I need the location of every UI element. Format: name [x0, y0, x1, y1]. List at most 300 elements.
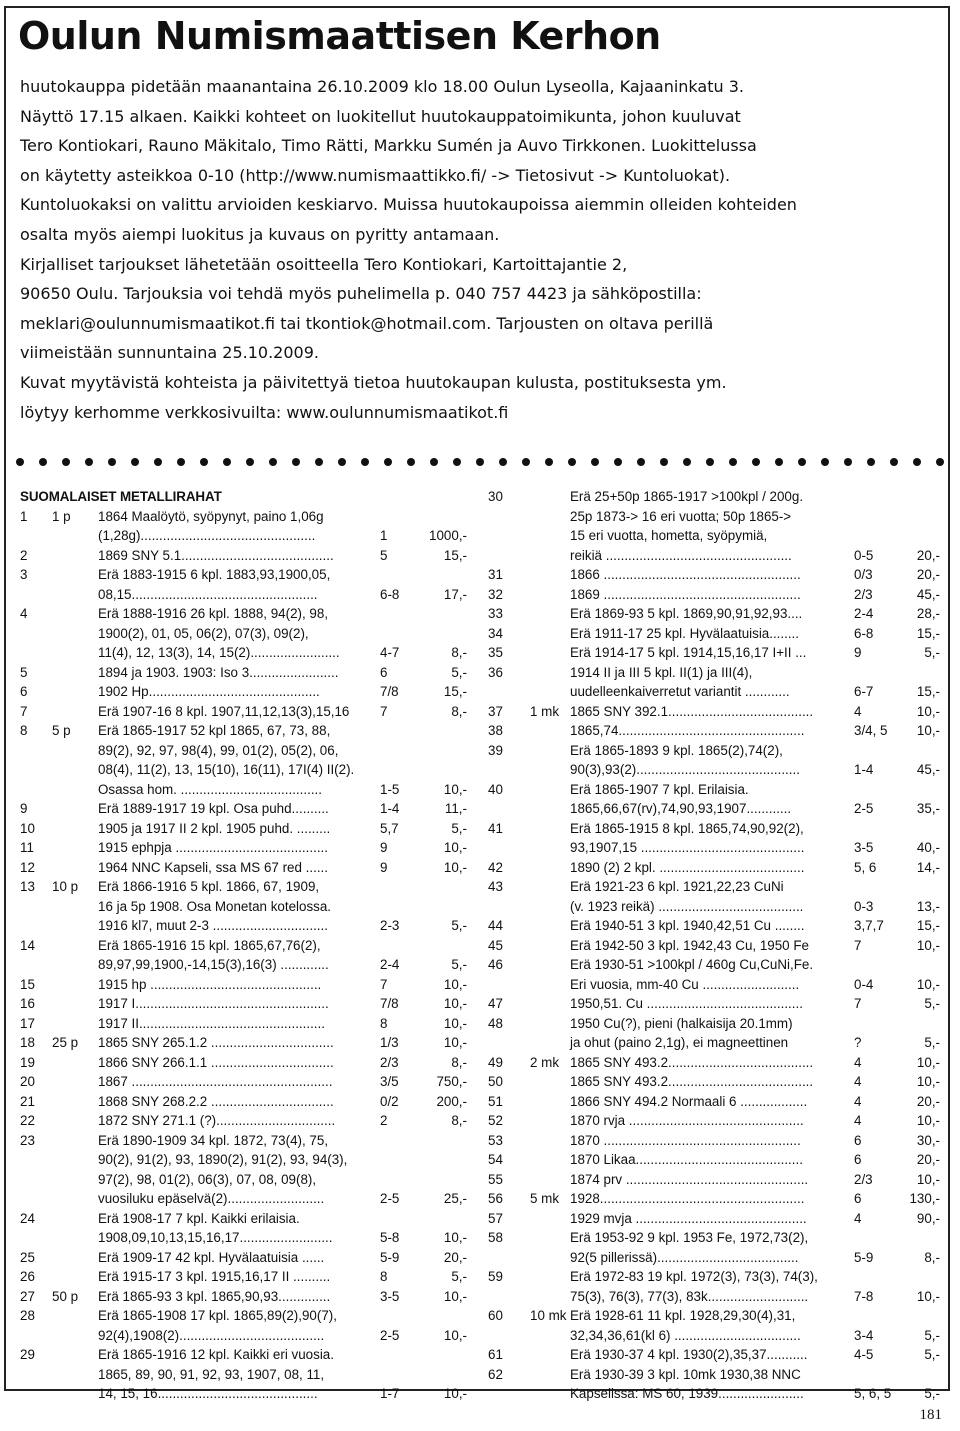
lot-row: [488, 1365, 940, 1385]
lot-number: 46: [488, 957, 503, 972]
starting-price: 20,-: [916, 547, 940, 563]
condition-grade: 2-4: [854, 606, 874, 621]
divider-dot: [223, 458, 231, 466]
starting-price: 200,-: [436, 1093, 467, 1109]
intro-line: meklari@oulunnumismaatikot.fi tai tkontiok@hotmail.com. Tarjousten on oltava perillä: [20, 313, 714, 333]
lot-row: [20, 1287, 467, 1307]
lot-row: [20, 1209, 467, 1229]
starting-price: 10,-: [916, 1288, 940, 1304]
starting-price: 10,-: [443, 1230, 467, 1245]
lot-description: 11(4), 12, 13(3), 14, 15(2)........................: [98, 645, 340, 660]
lot-number: 48: [488, 1015, 503, 1031]
lot-description: Erä 1865-1907 7 kpl. Erilaisia.: [570, 781, 749, 797]
lot-row: [488, 1014, 940, 1034]
starting-price: 10,-: [916, 703, 940, 719]
lot-row: [20, 1267, 467, 1287]
lot-row: [488, 916, 940, 936]
condition-grade: 3-5: [380, 1288, 400, 1304]
divider-dot: [39, 458, 47, 466]
starting-price: 5,-: [924, 1035, 940, 1050]
lot-description: 1872 SNY 271.1 (?)................................: [98, 1113, 336, 1128]
condition-grade: 5,7: [380, 820, 399, 836]
starting-price: 20,-: [916, 567, 940, 582]
starting-price: 30,-: [916, 1132, 940, 1148]
lot-row: [20, 702, 467, 722]
lot-description: Erä 1890-1909 34 kpl. 1872, 73(4), 75,: [98, 1132, 329, 1148]
starting-price: 10,-: [916, 1171, 940, 1187]
lot-description: 1869 .....................................................: [570, 586, 801, 602]
divider-dot: [752, 458, 760, 466]
divider-dot: [453, 458, 461, 466]
condition-grade: 6-8: [854, 625, 874, 641]
starting-price: 11,-: [444, 801, 467, 816]
lot-row: [488, 1384, 940, 1404]
starting-price: 14,-: [916, 859, 940, 875]
lot-number: 39: [488, 742, 503, 758]
lot-row: [20, 721, 467, 741]
lot-row: [20, 1345, 467, 1365]
condition-grade: 0/3: [854, 567, 873, 582]
divider-dot: [361, 458, 369, 466]
lot-row: [488, 799, 940, 819]
lot-description: Erä 1942-50 3 kpl. 1942,43 Cu, 1950 Fe: [570, 937, 809, 953]
lot-row: [488, 1306, 940, 1326]
lot-description: 90(2), 91(2), 93, 1890(2), 91(2), 93, 94(3),: [98, 1152, 348, 1167]
lot-description: 1870 .....................................................: [570, 1132, 801, 1148]
lot-number: 31: [488, 567, 503, 582]
lot-row: [20, 1189, 467, 1209]
lot-description: Erä 1914-17 5 kpl. 1914,15,16,17 I+II ...: [570, 645, 807, 660]
lot-description: 1917 II..................................................: [98, 1015, 325, 1031]
lot-row: [488, 780, 940, 800]
lot-row: [488, 760, 940, 780]
condition-grade: 7: [854, 937, 862, 953]
starting-price: 40,-: [916, 840, 940, 855]
lot-number: 38: [488, 723, 503, 738]
condition-grade: 1-4: [854, 762, 874, 777]
starting-price: 10,-: [443, 781, 467, 797]
lot-description: 1865,66,67(rv),74,90,93,1907............: [570, 801, 792, 816]
lot-number: 44: [488, 918, 503, 933]
lot-description: Erä 1921-23 6 kpl. 1921,22,23 CuNi: [570, 879, 784, 894]
lot-description: 75(3), 76(3), 77(3), 83k...........................: [570, 1288, 809, 1304]
lot-number: 5: [20, 664, 28, 680]
divider-dot: [177, 458, 185, 466]
condition-grade: 5, 6: [854, 859, 877, 875]
condition-grade: 2-5: [854, 801, 874, 816]
condition-grade: 4: [854, 1210, 862, 1226]
condition-grade: 8: [380, 1015, 388, 1031]
lot-row: [20, 507, 467, 527]
lot-description: 1864 Maalöytö, syöpynyt, paino 1,06g: [98, 508, 324, 524]
lot-row: [488, 1092, 940, 1112]
lot-number: 29: [20, 1347, 35, 1362]
lot-description: 1865 SNY 493.2.......................................: [570, 1074, 814, 1089]
condition-grade: 7-8: [854, 1288, 874, 1304]
starting-price: 10,-: [916, 1054, 940, 1070]
lot-number: 35: [488, 645, 503, 660]
lot-row: [20, 741, 467, 761]
lot-row: [20, 838, 467, 858]
starting-price: 90,-: [916, 1210, 940, 1226]
condition-grade: 5-9: [380, 1249, 400, 1265]
lot-description: 25p 1873-> 16 eri vuotta; 50p 1865->: [570, 508, 792, 524]
condition-grade: 4-7: [380, 645, 400, 660]
starting-price: 10,-: [443, 1386, 467, 1401]
intro-line: on käytetty asteikkoa 0-10 (http://www.numismaattikko.fi/ -> Tietosivut -> Kuntoluokat).: [20, 165, 731, 185]
condition-grade: 1: [380, 528, 388, 543]
lot-number: 43: [488, 879, 503, 894]
lot-description: 1865, 89, 90, 91, 92, 93, 1907, 08, 11,: [98, 1366, 325, 1382]
condition-grade: 4-5: [854, 1347, 874, 1362]
starting-price: 15,-: [916, 918, 940, 933]
starting-price: 10,-: [443, 976, 467, 992]
lot-row: [20, 936, 467, 956]
starting-price: 15,-: [443, 547, 467, 563]
starting-price: 13,-: [916, 898, 940, 914]
lot-row: [20, 1072, 467, 1092]
lot-row: [20, 858, 467, 878]
lot-number: 4: [20, 606, 28, 621]
lot-row: [20, 780, 467, 800]
denomination: 2 mk: [530, 1054, 560, 1070]
lot-row: [488, 1072, 940, 1092]
lot-description: 1890 (2) 2 kpl. .......................................: [570, 859, 805, 875]
lot-number: 50: [488, 1074, 503, 1089]
lot-number: 61: [488, 1347, 503, 1362]
starting-price: 10,-: [443, 1035, 467, 1050]
condition-grade: 0-4: [854, 976, 874, 992]
lot-row: [20, 799, 467, 819]
lot-row: [488, 1287, 940, 1307]
condition-grade: 7: [380, 976, 388, 992]
lot-number: 23: [20, 1132, 35, 1148]
condition-grade: 3/4, 5: [854, 723, 888, 738]
starting-price: 5,-: [924, 996, 940, 1011]
starting-price: 8,-: [924, 1249, 940, 1265]
lot-number: 16: [20, 996, 35, 1011]
starting-price: 20,-: [916, 1093, 940, 1109]
condition-grade: 2/3: [380, 1054, 399, 1070]
lot-row: [20, 1170, 467, 1190]
lot-row: [488, 1189, 940, 1209]
condition-grade: 2-5: [380, 1327, 400, 1343]
lot-number: 12: [20, 859, 35, 875]
starting-price: 35,-: [916, 801, 940, 816]
lot-row: [20, 1365, 467, 1385]
condition-grade: 1-7: [380, 1386, 400, 1401]
lot-description: Erä 1907-16 8 kpl. 1907,11,12,13(3),15,16: [98, 703, 350, 719]
lot-list-right: [488, 487, 940, 1404]
lot-number: 49: [488, 1054, 503, 1070]
starting-price: 5,-: [451, 664, 467, 680]
starting-price: 17,-: [443, 586, 467, 602]
lot-description: 1917 I....................................................: [98, 996, 329, 1011]
starting-price: 5,-: [451, 820, 467, 836]
lot-row: [488, 643, 940, 663]
lot-row: [488, 721, 940, 741]
lot-row: [20, 994, 467, 1014]
lot-description: Erä 25+50p 1865-1917 >100kpl / 200g.: [570, 489, 804, 504]
starting-price: 10,-: [916, 937, 940, 953]
lot-row: [20, 565, 467, 585]
starting-price: 5,-: [924, 1327, 940, 1343]
lot-description: 89(2), 92, 97, 98(4), 99, 01(2), 05(2), 06,: [98, 742, 339, 758]
condition-grade: 2: [380, 1113, 388, 1128]
starting-price: 5,-: [924, 1347, 940, 1362]
condition-grade: 5-8: [380, 1230, 400, 1245]
condition-grade: 3/5: [380, 1074, 399, 1089]
lot-row: [488, 1150, 940, 1170]
condition-grade: 6: [854, 1132, 862, 1148]
divider-dot: [729, 458, 737, 466]
denomination: 10 mk: [530, 1308, 567, 1323]
divider-dot: [338, 458, 346, 466]
lot-description: 1870 rvja ...............................................: [570, 1113, 804, 1128]
divider-dot: [936, 458, 944, 466]
divider-dot: [775, 458, 783, 466]
lot-description: 1868 SNY 268.2.2 .................................: [98, 1093, 334, 1109]
divider-dot: [890, 458, 898, 466]
lot-description: reikiä ..................................................: [570, 547, 792, 563]
intro-line: Kuntoluokaksi on valittu arvioiden keskiarvo. Muissa huutokaupoissa aiemmin olleiden kohteiden: [20, 195, 797, 215]
starting-price: 20,-: [916, 1152, 940, 1167]
lot-row: [488, 1267, 940, 1287]
lot-description: Erä 1865-1917 52 kpl 1865, 67, 73, 88,: [98, 723, 331, 738]
starting-price: 28,-: [916, 606, 940, 621]
lot-description: 1874 prv .................................................: [570, 1171, 809, 1187]
lot-number: 52: [488, 1113, 503, 1128]
section-heading: SUOMALAISET METALLIRAHAT: [20, 489, 222, 504]
divider-dot: [269, 458, 277, 466]
starting-price: 15,-: [916, 684, 940, 699]
starting-price: 5,-: [451, 957, 467, 972]
lot-number: 22: [20, 1113, 35, 1128]
divider-dot: [637, 458, 645, 466]
condition-grade: 1-5: [380, 781, 400, 797]
lot-number: 40: [488, 781, 503, 797]
lot-number: 33: [488, 606, 503, 621]
intro-line: Kuvat myytävistä kohteista ja päivitettyä tietoa huutokaupan kulusta, postituksesta ym.: [20, 372, 727, 392]
lot-description: Erä 1930-51 >100kpl / 460g Cu,CuNi,Fe.: [570, 957, 814, 972]
lot-description: Erä 1972-83 19 kpl. 1972(3), 73(3), 74(3),: [570, 1269, 818, 1284]
denomination: 5 mk: [530, 1191, 560, 1206]
denomination: 50 p: [52, 1288, 79, 1304]
starting-price: 8,-: [451, 703, 467, 719]
lot-description: 1916 kl7, muut 2-3 ...............................: [98, 918, 328, 933]
lot-description: Erä 1928-61 11 kpl. 1928,29,30(4),31,: [570, 1308, 796, 1323]
lot-row: [488, 1111, 940, 1131]
lot-row: [488, 1033, 940, 1053]
condition-grade: 3-4: [854, 1327, 874, 1343]
starting-price: 25,-: [443, 1191, 467, 1206]
divider-dot: [476, 458, 484, 466]
lot-row: [20, 975, 467, 995]
lot-number: 19: [20, 1054, 35, 1070]
lot-list-left: [20, 487, 467, 1404]
divider-dot: [867, 458, 875, 466]
lot-description: 92(4),1908(2).......................................: [98, 1327, 325, 1343]
lot-row: [20, 1326, 467, 1346]
condition-grade: 5, 6, 5: [854, 1386, 892, 1401]
denomination: 10 p: [52, 879, 79, 894]
starting-price: 45,-: [916, 586, 940, 602]
starting-price: 8,-: [451, 1113, 467, 1128]
lot-row: [488, 702, 940, 722]
lot-description: Erä 1908-17 7 kpl. Kaikki erilaisia.: [98, 1210, 300, 1226]
lot-number: 8: [20, 723, 28, 738]
lot-row: [20, 1306, 467, 1326]
lot-row: [488, 1170, 940, 1190]
lot-number: 14: [20, 937, 35, 953]
lot-number: 51: [488, 1093, 503, 1109]
divider-dot: [706, 458, 714, 466]
denomination: 25 p: [52, 1035, 79, 1050]
lot-row: [488, 1209, 940, 1229]
lot-number: 32: [488, 586, 503, 602]
lot-row: [488, 526, 940, 546]
lot-number: 9: [20, 801, 28, 816]
divider-dot: [499, 458, 507, 466]
lot-description: 16 ja 5p 1908. Osa Monetan kotelossa.: [98, 898, 332, 914]
lot-description: 1964 NNC Kapseli, ssa MS 67 red ......: [98, 859, 328, 875]
lot-description: Erä 1889-1917 19 kpl. Osa puhd..........: [98, 801, 329, 816]
lot-row: [20, 1131, 467, 1151]
lot-description: 1915 ephpja .........................................: [98, 840, 328, 855]
divider-dot: [246, 458, 254, 466]
intro-line: huutokauppa pidetään maanantaina 26.10.2009 klo 18.00 Oulun Lyseolla, Kajaaninkatu 3.: [20, 77, 744, 96]
condition-grade: 6: [854, 1191, 862, 1206]
lot-description: 1950,51. Cu ..........................................: [570, 996, 803, 1011]
lot-description: 14, 15, 16...........................................: [98, 1386, 318, 1401]
lot-number: 11: [20, 840, 34, 855]
lot-description: 1869 SNY 5.1.........................................: [98, 547, 334, 563]
condition-grade: 0-5: [854, 547, 874, 563]
lot-row: [488, 565, 940, 585]
lot-number: 54: [488, 1152, 503, 1167]
lot-row: [488, 487, 940, 507]
lot-row: [20, 1248, 467, 1268]
lot-description: 1865,74..................................................: [570, 723, 805, 738]
lot-row: [20, 1111, 467, 1131]
lot-number: 10: [20, 820, 35, 836]
lot-description: 1914 II ja III 5 kpl. II(1) ja III(4),: [570, 664, 753, 680]
condition-grade: 0-3: [854, 898, 874, 914]
condition-grade: 8: [380, 1269, 388, 1284]
starting-price: 5,-: [924, 1386, 940, 1401]
lot-description: 1905 ja 1917 II 2 kpl. 1905 puhd. .........: [98, 820, 331, 836]
lot-row: [488, 877, 940, 897]
lot-description: Erä 1909-17 42 kpl. Hyvälaatuisia ......: [98, 1249, 325, 1265]
lot-row: [20, 1150, 467, 1170]
lot-number: 15: [20, 976, 35, 992]
lot-row: [20, 663, 467, 683]
lot-description: Erä 1869-93 5 kpl. 1869,90,91,92,93....: [570, 606, 803, 621]
condition-grade: 6: [380, 664, 388, 680]
divider-dot: [430, 458, 438, 466]
condition-grade: 1-4: [380, 801, 400, 816]
lot-description: 1865 SNY 392.1.......................................: [570, 703, 814, 719]
lot-row: [20, 897, 467, 917]
lot-row: [20, 916, 467, 936]
lot-description: Kapselissa: MS 60, 1939.......................: [570, 1386, 804, 1401]
lot-row: [20, 682, 467, 702]
intro-line: Kirjalliset tarjoukset lähetetään osoitteella Tero Kontiokari, Kartoittajantie 2,: [20, 254, 628, 274]
starting-price: 10,-: [916, 723, 940, 738]
lot-description: 15 eri vuotta, hometta, syöpymiä,: [570, 528, 768, 543]
lot-row: [488, 994, 940, 1014]
divider-dot: [660, 458, 668, 466]
condition-grade: 9: [380, 859, 388, 875]
condition-grade: 9: [854, 645, 862, 660]
condition-grade: 6-7: [854, 684, 874, 699]
lot-description: 1866 .....................................................: [570, 567, 801, 582]
intro-text: [20, 72, 940, 427]
lot-description: uudelleenkaiverretut variantit ............: [570, 684, 790, 699]
starting-price: 10,-: [916, 1074, 940, 1089]
lot-row: [488, 1248, 940, 1268]
divider-dot: [798, 458, 806, 466]
lot-row: [20, 546, 467, 566]
starting-price: 5,-: [451, 918, 467, 933]
lot-number: 27: [20, 1288, 35, 1304]
lot-row: [488, 1228, 940, 1248]
divider-dot: [16, 458, 24, 466]
lot-row: [488, 936, 940, 956]
condition-grade: 9: [380, 840, 388, 855]
lot-row: [20, 819, 467, 839]
condition-grade: 2/3: [854, 586, 873, 602]
lot-row: [20, 955, 467, 975]
dot-divider: [16, 458, 944, 470]
lot-description: 92(5 pillerissä)......................................: [570, 1249, 799, 1265]
lot-number: 47: [488, 996, 503, 1011]
divider-dot: [522, 458, 530, 466]
lot-number: 1: [20, 508, 28, 524]
lot-number: 58: [488, 1230, 503, 1245]
lot-number: 7: [20, 703, 28, 719]
intro-line: viimeistään sunnuntaina 25.10.2009.: [20, 343, 319, 363]
lot-description: 08(4), 11(2), 13, 15(10), 16(11), 17I(4) II(2).: [98, 762, 355, 777]
divider-dot: [62, 458, 70, 466]
starting-price: 15,-: [443, 684, 467, 699]
lot-description: 1928.......................................................: [570, 1191, 805, 1206]
lot-number: 42: [488, 859, 503, 875]
page-number: 181: [919, 1407, 942, 1423]
condition-grade: 0/2: [380, 1093, 399, 1109]
lot-description: Erä 1940-51 3 kpl. 1940,42,51 Cu ........: [570, 918, 805, 933]
condition-grade: 1/3: [380, 1035, 399, 1050]
condition-grade: 7/8: [380, 684, 399, 699]
lot-description: Eri vuosia, mm-40 Cu ..........................: [570, 976, 800, 992]
lot-description: 97(2), 98, 01(2), 06(3), 07, 08, 09(8),: [98, 1171, 317, 1187]
lot-description: 1950 Cu(?), pieni (halkaisija 20.1mm): [570, 1015, 793, 1031]
lot-row: [488, 546, 940, 566]
lot-number: 62: [488, 1366, 503, 1382]
starting-price: 10,-: [916, 1113, 940, 1128]
lot-description: Osassa hom. ......................................: [98, 781, 322, 797]
lot-row: [488, 624, 940, 644]
lot-number: 20: [20, 1074, 35, 1089]
lot-row: [488, 858, 940, 878]
divider-dot: [200, 458, 208, 466]
condition-grade: 4: [854, 1093, 862, 1109]
lot-row: [20, 1014, 467, 1034]
lot-row: [20, 1092, 467, 1112]
lot-number: 56: [488, 1191, 503, 1206]
lot-row: [20, 1384, 467, 1404]
starting-price: 10,-: [916, 976, 940, 992]
